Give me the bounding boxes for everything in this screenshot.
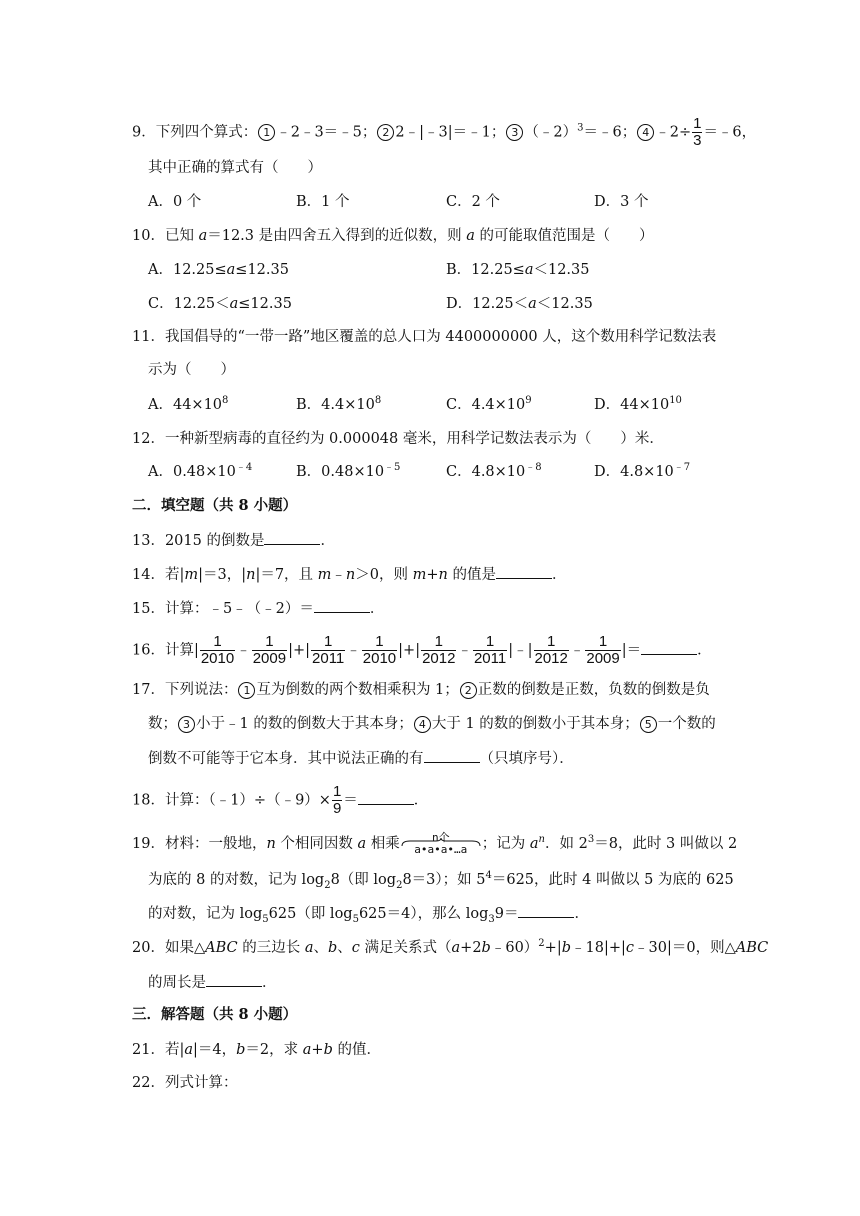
var-b: b (323, 1042, 333, 1058)
brace-label: n个 (431, 831, 450, 844)
q10-var: a (226, 262, 236, 278)
denominator: 2009 (586, 650, 620, 667)
q20-l2a: 的周长是 (148, 975, 206, 991)
q20-l1e: 满足关系式（ (359, 940, 452, 956)
separator-plus: |+| (398, 642, 421, 659)
q19-l3b: 625（即 log (268, 906, 353, 922)
var-m: m (184, 567, 199, 583)
q11-option-b (296, 395, 381, 415)
question-14 (132, 564, 566, 585)
section-2-heading: 二．填空题（共 8 小题） (132, 497, 298, 514)
q12-c-base: C．4.8×10 (446, 464, 526, 480)
q19-l2a: 为底的 8 的对数，记为 log (148, 872, 325, 888)
answer-blank[interactable] (641, 640, 697, 655)
question-17-line-2 (148, 714, 716, 734)
q10-c-right: ≤12.35 (238, 296, 292, 312)
numerator: 1 (547, 633, 556, 650)
section-3-heading: 三．解答题（共 8 小题） (132, 1006, 298, 1023)
q9-expr-3b: ＝﹣6； (583, 124, 637, 141)
q16-end: ． (697, 642, 712, 659)
q16-stem: 16．计算| (132, 642, 199, 659)
q10-option-a (148, 260, 289, 280)
answer-blank[interactable] (264, 530, 320, 545)
circled-2: 2 (460, 682, 477, 699)
circled-1: 1 (238, 682, 255, 699)
var-m: m (317, 567, 332, 583)
q20-l1f: +2 (460, 940, 482, 956)
question-10-stem (132, 226, 654, 246)
q12-a-exp: ﹣4 (235, 462, 253, 474)
question-17-line-3 (148, 748, 574, 769)
denominator: 2009 (252, 650, 287, 667)
q10-stem-c: 的可能取值范围是（ ） (474, 228, 654, 244)
circled-1: 1 (258, 124, 275, 141)
q11-option-a (148, 395, 228, 415)
q17-l1a: 17．下列说法： (132, 682, 238, 698)
q14-e: ＞0，则 (355, 567, 413, 583)
q9-expr-2: 2﹣|﹣3|＝﹣1； (395, 124, 506, 141)
q12-d-base: D．4.8×10 (594, 464, 674, 480)
answer-blank[interactable] (358, 790, 414, 805)
q9-expr-4b: ＝﹣6， (703, 124, 757, 141)
sub-3: 3 (488, 913, 495, 925)
q9-option-c: C．2 个 (446, 194, 500, 210)
var-a: a (357, 836, 367, 852)
q12-option-b (296, 462, 400, 482)
fraction-denominator: 3 (693, 132, 702, 149)
numerator: 1 (434, 633, 443, 650)
var-a: a (529, 836, 539, 852)
q10-stem-a: 10．已知 (132, 228, 199, 244)
var-n: n (246, 567, 256, 583)
q15-end: ． (369, 601, 385, 617)
numerator: 1 (485, 633, 495, 650)
fraction-numerator: 1 (693, 115, 702, 132)
q12-d-exp: ﹣7 (673, 462, 691, 474)
q14-c: |＝7，且 (255, 567, 318, 583)
triangle-abc: ABC (205, 940, 238, 956)
separator-plus: |+| (288, 642, 311, 659)
triangle-abc: ABC (735, 940, 769, 956)
q12-option-c (446, 462, 542, 482)
denominator: 2011 (312, 650, 345, 667)
q19-l3d: 9＝ (494, 906, 519, 922)
q11-d-exp: 10 (669, 395, 682, 407)
numerator: 1 (323, 633, 333, 650)
q9-expr-3a: （﹣2） (524, 124, 578, 141)
question-22: 22．列式计算： (132, 1075, 238, 1091)
q11-a-base: A．44×10 (148, 397, 223, 413)
q17-l1c: 正数的倒数是正数，负数的倒数是负 (477, 682, 710, 698)
q19-l2b: 8（即 log (330, 872, 397, 888)
sub-2: 2 (396, 879, 403, 891)
question-11-line-2: 示为（ ） (148, 362, 235, 378)
question-11-line-1: 11．我国倡导的“一带一路”地区覆盖的总人口为 4400000000 人，这个数用科学记数法表 (132, 329, 717, 345)
circled-3: 3 (178, 716, 195, 733)
q9-option-b: B．1 个 (296, 194, 350, 210)
q9-option-a: A．0 个 (148, 194, 202, 210)
answer-blank[interactable] (206, 972, 262, 987)
fraction (362, 634, 397, 667)
denominator: 2012 (422, 650, 456, 667)
q10-var: a (466, 228, 475, 244)
q17-l2d: 一个数的 (657, 716, 716, 732)
denominator: 2010 (200, 650, 235, 667)
q19-l1c: 相乘 (366, 836, 400, 852)
underbrace-product (400, 828, 482, 860)
q12-b-base: B．0.48×10 (296, 464, 385, 480)
q11-option-d (594, 395, 682, 415)
q10-option-b (446, 260, 590, 280)
question-17-line-1 (132, 680, 710, 700)
q20-sep: 、 (313, 940, 328, 956)
q21-c: ＝2，求 (245, 1042, 303, 1058)
q10-b-right: ＜12.35 (533, 262, 590, 278)
fraction (311, 634, 345, 667)
q20-l1g: ﹣60） (490, 940, 539, 956)
var-m: m (412, 567, 427, 583)
var-n-exp: n (538, 834, 545, 846)
denominator: 9 (332, 800, 342, 817)
q15-stem: 15．计算：﹣5﹣（﹣2）＝ (132, 601, 314, 617)
q19-l1b: 个相同因数 (275, 836, 358, 852)
question-19-line-2 (148, 870, 734, 890)
q10-var: a (524, 262, 534, 278)
question-13 (132, 530, 335, 551)
q11-b-exp: 8 (374, 395, 382, 407)
numerator: 1 (213, 633, 222, 650)
q9-expr-4a: ﹣2÷ (655, 124, 692, 141)
q20-l1j: ﹣30|＝0，则△ (634, 940, 736, 956)
circled-2: 2 (377, 124, 394, 141)
q14-d: ﹣ (331, 567, 346, 583)
q9-stem: 9．下列四个算式： (132, 124, 258, 141)
q12-c-exp: ﹣8 (525, 462, 542, 474)
question-9-line-1 (132, 116, 756, 149)
answer-blank[interactable] (424, 748, 480, 763)
q11-option-c (446, 395, 532, 415)
q9-exp-3: 3 (577, 122, 584, 134)
denominator: 2011 (473, 650, 507, 667)
fraction (473, 634, 507, 667)
q13-end: ． (320, 533, 335, 549)
minus-sign: ﹣ (346, 642, 361, 659)
var-b: b (561, 940, 572, 956)
question-19-line-3 (148, 903, 589, 924)
q14-f: + (426, 567, 439, 583)
q19-l1d: ；记为 (481, 836, 530, 852)
fraction (252, 634, 287, 667)
numerator: 1 (265, 633, 274, 650)
q19-l3c: 625＝4），那么 log (358, 906, 489, 922)
var-a: a (302, 1042, 312, 1058)
var-n: n (438, 567, 448, 583)
q19-l1e: ．如 2 (545, 836, 588, 852)
q19-l1a: 19．材料：一般地， (132, 836, 267, 852)
question-21 (132, 1040, 381, 1060)
q9-option-d: D．3 个 (594, 194, 649, 210)
fraction (200, 634, 235, 667)
q11-c-base: C．4.4×10 (446, 397, 526, 413)
q10-option-c (148, 294, 292, 314)
question-16 (132, 634, 712, 667)
q19-end: ． (574, 906, 589, 922)
var-n: n (266, 836, 276, 852)
q10-a-right: ≤12.35 (235, 262, 289, 278)
question-12-stem: 12．一种新型病毒的直径约为 0.000048 毫米，用科学记数法表示为（ ）米． (132, 431, 664, 447)
var-n: n (345, 567, 356, 583)
q20-l1h: +| (544, 940, 562, 956)
q18-stem: 18．计算：（﹣1）÷（﹣9）× (132, 792, 331, 809)
q17-l3a: 倒数不可能等于它本身．其中说法正确的有 (148, 751, 424, 767)
q20-l1a: 20．如果△ (132, 940, 206, 956)
q19-l3a: 的对数，记为 log (148, 906, 263, 922)
var-c: c (351, 940, 360, 956)
var-a: a (451, 940, 461, 956)
q14-end: ． (551, 567, 567, 583)
q20-l1i: ﹣18|+| (571, 940, 626, 956)
q11-c-exp: 9 (525, 395, 532, 407)
q21-d: + (311, 1042, 324, 1058)
question-18 (132, 784, 428, 817)
q10-var: a (528, 296, 537, 312)
q10-a-left: A．12.25≤ (148, 262, 227, 278)
q10-d-left: D．12.25＜ (446, 296, 529, 312)
q10-var: a (229, 296, 239, 312)
denominator: 2010 (362, 650, 397, 667)
minus-sign: ﹣ (569, 642, 585, 659)
q13-stem: 13．2015 的倒数是 (132, 533, 265, 549)
q14-g: 的值是 (447, 567, 496, 583)
numerator: 1 (332, 783, 342, 800)
q14-a: 14．若| (132, 567, 185, 583)
q10-b-left: B．12.25≤ (446, 262, 525, 278)
q10-c-left: C．12.25＜ (148, 296, 230, 312)
var-a: a (184, 1042, 193, 1058)
sub-5: 5 (262, 913, 269, 925)
answer-blank[interactable] (314, 598, 370, 613)
q19-l2c: 8＝3）；如 5 (402, 872, 486, 888)
fraction-one-third (692, 116, 702, 149)
question-20-line-2 (148, 972, 277, 993)
q18-end: ． (413, 792, 429, 809)
q11-d-base: D．44×10 (594, 397, 670, 413)
q20-end: ． (262, 975, 277, 991)
q16-equals: |＝ (621, 642, 642, 659)
var-c: c (625, 940, 635, 956)
q9-expr-1: ﹣2﹣3＝﹣5； (276, 124, 377, 141)
fraction (421, 634, 456, 667)
q17-l1b: 互为倒数的两个数相乘积为 1； (256, 682, 459, 698)
circled-4: 4 (414, 716, 431, 733)
q19-l1f: ＝8，此时 3 叫做以 2 (594, 836, 738, 852)
exp-2: 2 (538, 938, 545, 950)
q17-l2c: 大于 1 的数的倒数小于其本身； (431, 716, 639, 732)
q10-d-right: ＜12.35 (536, 296, 593, 312)
fraction (585, 634, 620, 667)
q11-a-exp: 8 (222, 395, 229, 407)
circled-4: 4 (637, 124, 654, 141)
q17-l2b: 小于﹣1 的数的倒数大于其本身； (196, 716, 413, 732)
q18-equals: ＝ (343, 792, 358, 809)
q21-a: 21．若| (132, 1042, 185, 1058)
q21-e: 的值． (332, 1042, 381, 1058)
q20-sep: 、 (337, 940, 352, 956)
q12-option-a (148, 462, 252, 482)
answer-blank[interactable] (496, 564, 552, 579)
var-b: b (236, 1042, 246, 1058)
var-a: a (304, 940, 314, 956)
q12-option-d (594, 462, 690, 482)
denominator: 2012 (534, 650, 568, 667)
circled-3: 3 (506, 124, 523, 141)
numerator: 1 (598, 633, 608, 650)
question-15 (132, 598, 384, 619)
q14-b: |＝3，| (198, 567, 247, 583)
answer-blank[interactable] (518, 903, 574, 918)
sub-5: 5 (352, 913, 359, 925)
var-b: b (481, 940, 491, 956)
minus-sign: ﹣ (457, 642, 472, 659)
fraction-one-ninth (332, 784, 342, 817)
q10-stem-b: ＝12.3 是由四舍五入得到的近似数，则 (207, 228, 467, 244)
minus-sign: ﹣ (236, 642, 251, 659)
numerator: 1 (375, 633, 384, 650)
q17-l3b: （只填序号）． (479, 751, 574, 767)
q19-l2d: ＝625，此时 4 叫做以 5 为底的 625 (491, 872, 734, 888)
q17-l2a: 数； (148, 716, 177, 732)
q11-b-base: B．4.4×10 (296, 397, 375, 413)
exp-3: 3 (587, 834, 595, 846)
fraction (534, 634, 569, 667)
q20-l1b: 的三边长 (237, 940, 305, 956)
question-20-line-1 (132, 938, 768, 958)
circled-5: 5 (640, 716, 657, 733)
exp-4: 4 (485, 870, 492, 882)
var-b: b (327, 940, 338, 956)
brace-product: a•a•a•…a (414, 843, 468, 856)
q12-a-base: A．0.48×10 (148, 464, 236, 480)
separator-minus: |﹣| (508, 642, 533, 659)
q21-b: |＝4， (193, 1042, 237, 1058)
question-9-line-2: 其中正确的算式有（ ） (148, 160, 322, 176)
q10-option-d (446, 294, 593, 314)
sub-2: 2 (324, 879, 331, 891)
q12-b-exp: ﹣5 (384, 462, 401, 474)
question-19-line-1 (132, 828, 737, 860)
q10-var: a (198, 228, 208, 244)
